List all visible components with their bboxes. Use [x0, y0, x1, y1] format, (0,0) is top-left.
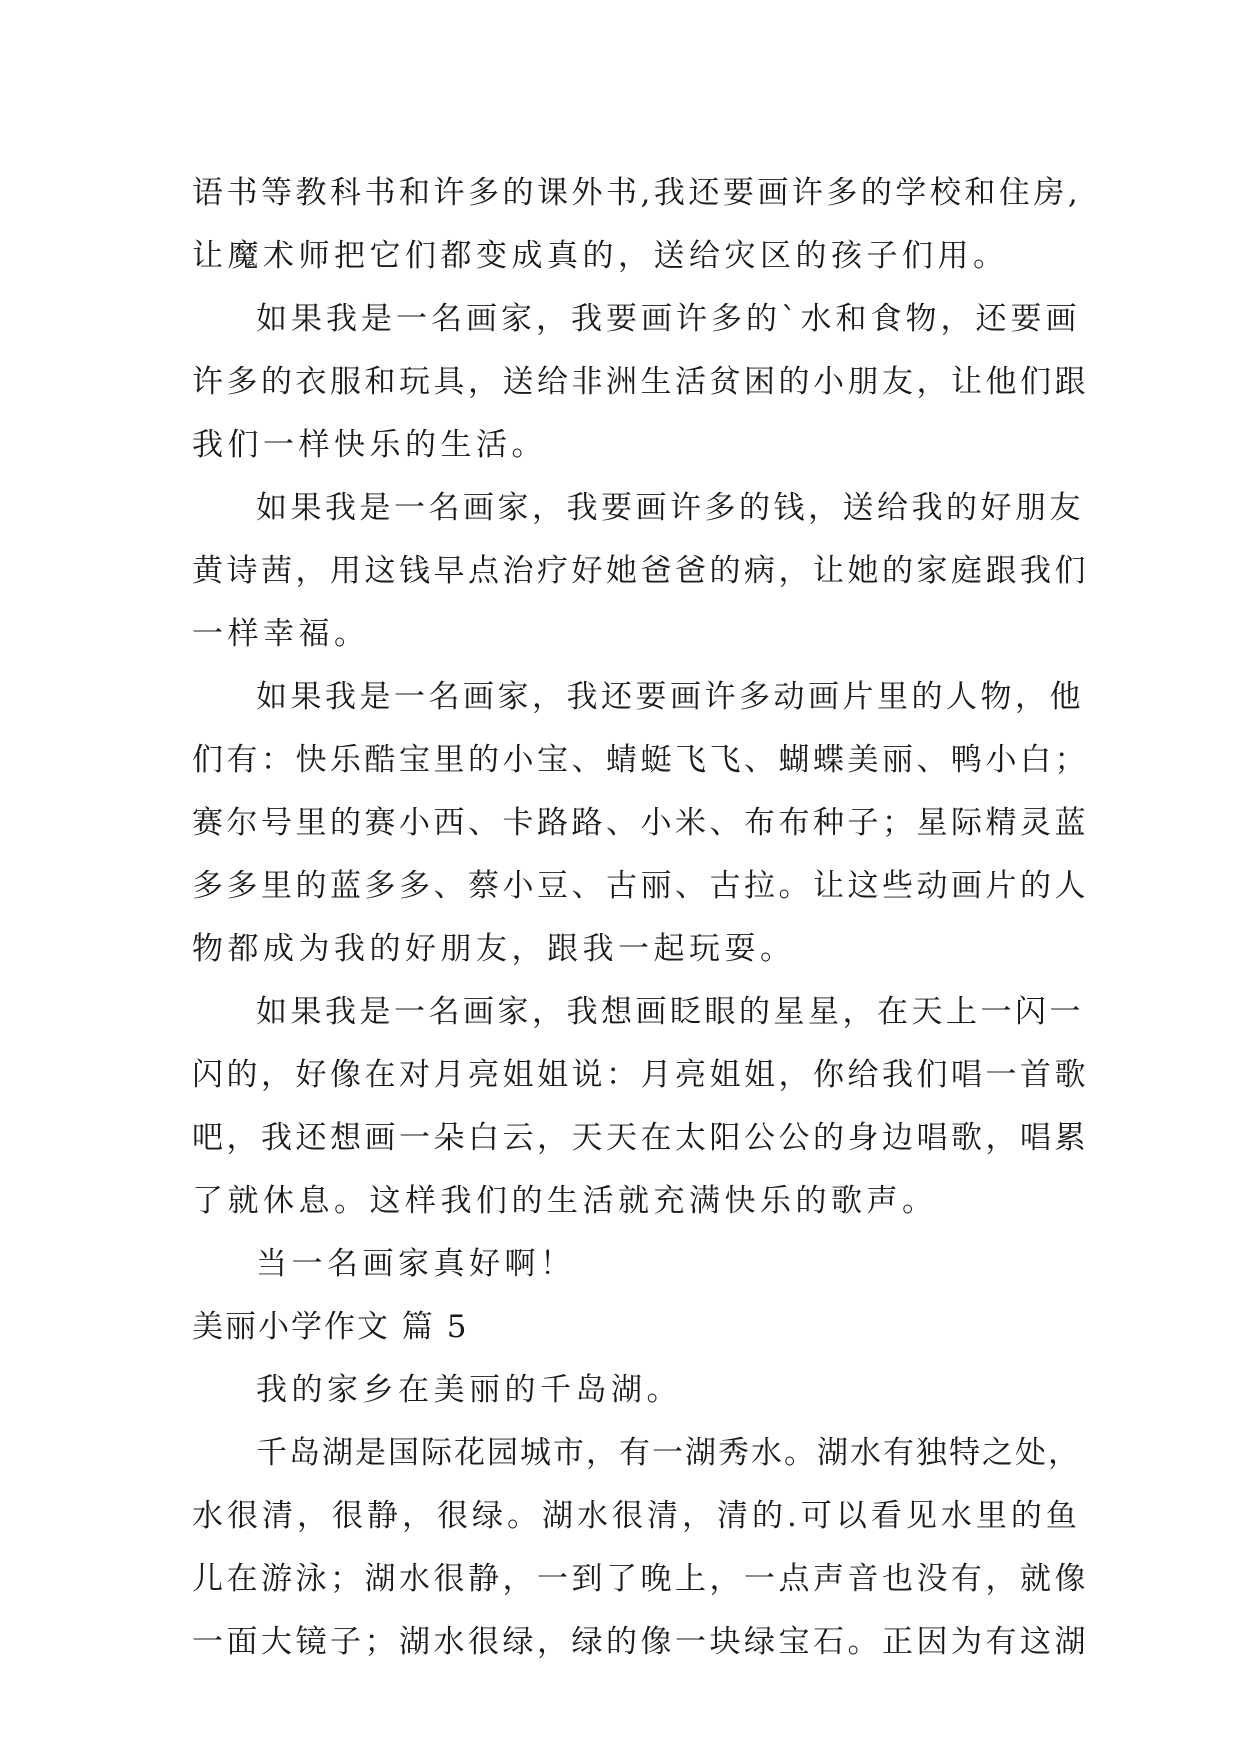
text-line: 了就休息。这样我们的生活就充满快乐的歌声。 [192, 1183, 938, 1219]
text-line: 闪的，好像在对月亮姐姐说：月亮姐姐，你给我们唱一首歌 [192, 1057, 1089, 1093]
paragraph-start-line: 如果我是一名画家，我想画眨眼的星星，在天上一闪一 [256, 994, 1084, 1030]
text-line: 语书等教科书和许多的课外书,我还要画许多的学校和住房, [192, 175, 1082, 211]
text-line: 赛尔号里的赛小西、卡路路、小米、布布种子；星际精灵蓝 [192, 805, 1089, 841]
text-line: 儿在游泳；湖水很静，一到了晚上，一点声音也没有，就像 [192, 1561, 1089, 1597]
text-line: 许多的衣服和玩具，送给非洲生活贫困的小朋友，让他们跟 [192, 364, 1089, 400]
paragraph-start-line: 我的家乡在美丽的千岛湖。 [256, 1372, 682, 1408]
paragraph-start-line: 如果我是一名画家，我还要画许多动画片里的人物，他 [256, 679, 1084, 715]
section-heading: 美丽小学作文 篇 5 [192, 1309, 469, 1345]
text-line: 一样幸福。 [192, 616, 370, 652]
paragraph-start-line: 当一名画家真好啊！ [256, 1246, 576, 1282]
text-line: 水很清，很静，很绿。湖水很清，清的.可以看见水里的鱼 [192, 1498, 1081, 1534]
text-line: 多多里的蓝多多、蔡小豆、古丽、古拉。让这些动画片的人 [192, 868, 1089, 904]
paragraph-start-line: 如果我是一名画家，我要画许多的`水和食物，还要画 [256, 301, 1081, 337]
text-line: 黄诗茜，用这钱早点治疗好她爸爸的病，让她的家庭跟我们 [192, 553, 1089, 589]
text-line: 物都成为我的好朋友，跟我一起玩耍。 [192, 931, 796, 967]
text-line: 一面大镜子；湖水很绿，绿的像一块绿宝石。正因为有这湖 [192, 1624, 1089, 1660]
text-line: 让魔术师把它们都变成真的，送给灾区的孩子们用。 [192, 238, 1009, 274]
text-line: 吧，我还想画一朵白云，天天在太阳公公的身边唱歌，唱累 [192, 1120, 1089, 1156]
paragraph-start-line: 如果我是一名画家，我要画许多的钱，送给我的好朋友 [256, 490, 1084, 526]
text-line: 我们一样快乐的生活。 [192, 427, 547, 463]
article-body [192, 162, 1092, 1674]
text-line: 们有：快乐酷宝里的小宝、蜻蜓飞飞、蝴蝶美丽、鸭小白； [192, 742, 1089, 778]
paragraph-start-line: 千岛湖是国际花园城市，有一湖秀水。湖水有独特之处， [256, 1435, 1081, 1471]
